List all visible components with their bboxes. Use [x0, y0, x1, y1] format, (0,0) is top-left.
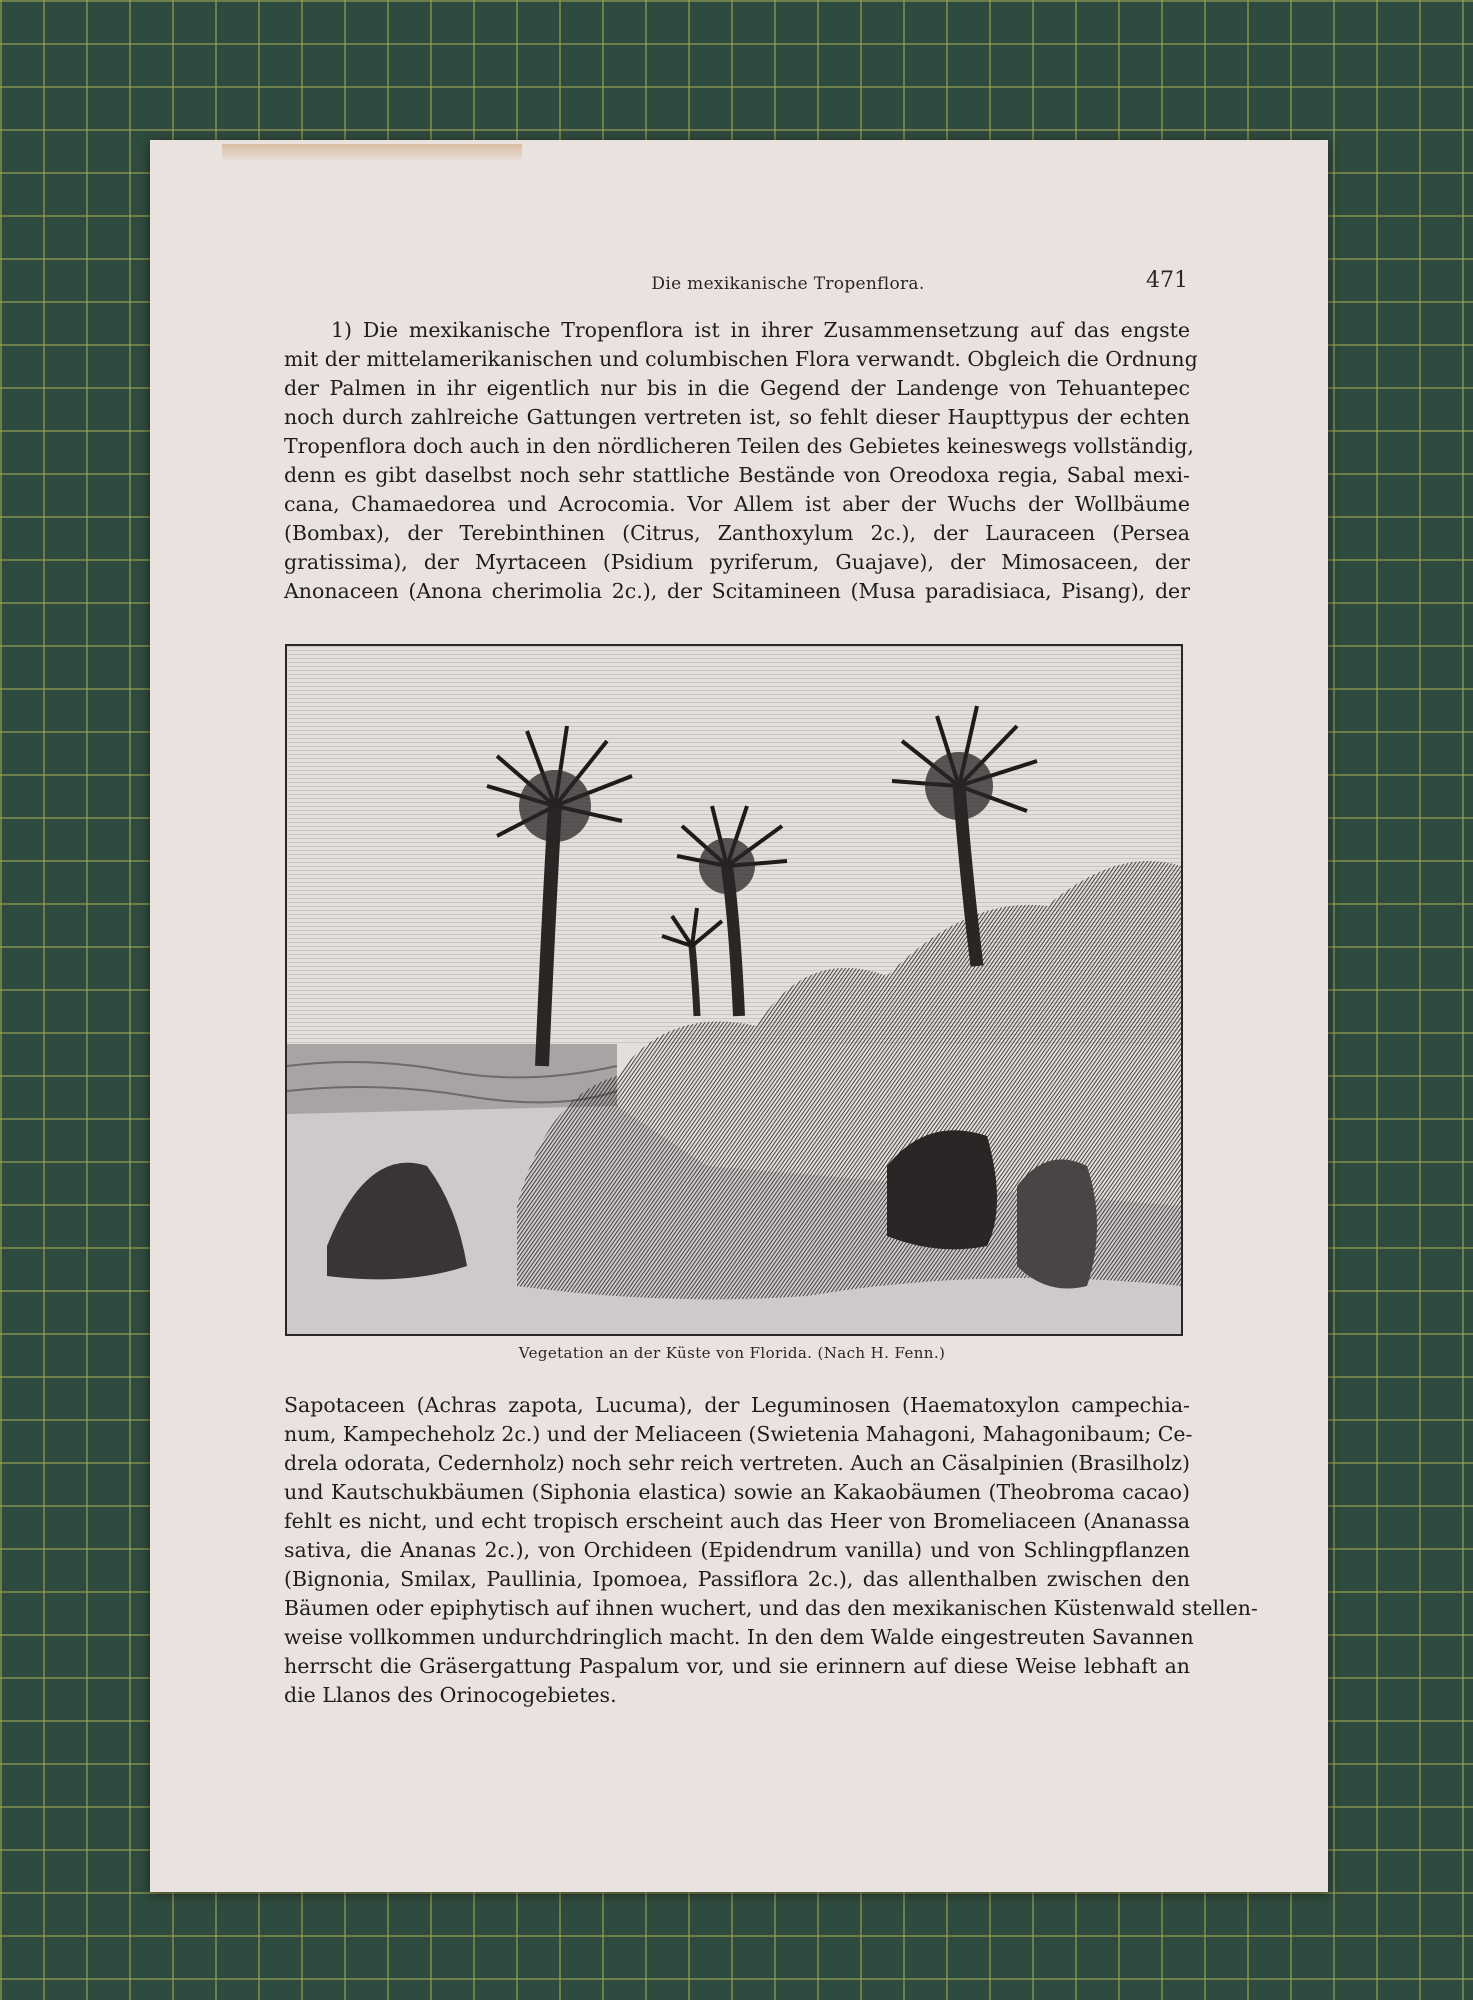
text-line: der Palmen in ihr eigentlich nur bis in die Gegend der Landenge von Tehuantepec: [284, 376, 1190, 400]
palm-coast-engraving: [287, 646, 1181, 1334]
page-number: 471: [1146, 268, 1188, 293]
paper-stain: [222, 144, 522, 162]
text-line: die Llanos des Orinocogebietes.: [284, 1683, 617, 1707]
text-line: noch durch zahlreiche Gattungen vertreten ist, so fehlt dieser Haupttypus der echten: [284, 405, 1190, 429]
paragraph-bottom: [284, 1391, 1258, 1710]
text-line: num, Kampecheholz 2c.) und der Meliaceen (Swietenia Mahagoni, Mahagonibaum; Ce-: [284, 1422, 1193, 1446]
text-line: 1) Die mexikanische Tropenflora ist in ihrer Zusammensetzung auf das engste: [331, 318, 1190, 342]
engraving-illustration: [285, 644, 1183, 1336]
text-line: (Bombax), der Terebinthinen (Citrus, Zanthoxylum 2c.), der Lauraceen (Persea: [284, 521, 1190, 545]
figure-caption: Vegetation an der Küste von Florida. (Nach H. Fenn.): [518, 1344, 946, 1362]
text-line: denn es gibt daselbst noch sehr stattliche Bestände von Oreodoxa regia, Sabal mexi-: [284, 463, 1190, 487]
text-line: cana, Chamaedorea und Acrocomia. Vor Allem ist aber der Wuchs der Wollbäume: [284, 492, 1190, 516]
running-title: Die mexikanische Tropenflora.: [651, 274, 925, 294]
text-line: mit der mittelamerikanischen und columbischen Flora verwandt. Obgleich die Ordnung: [284, 347, 1198, 371]
text-line: Bäumen oder epiphytisch auf ihnen wuchert, und das den mexikanischen Küstenwald stellen-: [284, 1596, 1258, 1620]
paragraph-top: [284, 316, 1198, 606]
text-line: Anonaceen (Anona cherimolia 2c.), der Scitamineen (Musa paradisiaca, Pisang), der: [284, 579, 1190, 603]
text-line: fehlt es nicht, und echt tropisch erscheint auch das Heer von Bromeliaceen (Ananassa: [284, 1509, 1190, 1533]
text-line: weise vollkommen undurchdringlich macht. In den dem Walde eingestreuten Savannen: [284, 1625, 1194, 1649]
text-line: Tropenflora doch auch in den nördlicheren Teilen des Gebietes keineswegs vollständig,: [284, 434, 1194, 458]
text-line: (Bignonia, Smilax, Paullinia, Ipomoea, Passiflora 2c.), das allenthalben zwischen den: [284, 1567, 1190, 1591]
text-line: gratissima), der Myrtaceen (Psidium pyriferum, Guajave), der Mimosaceen, der: [284, 550, 1190, 574]
text-line: drela odorata, Cedernholz) noch sehr reich vertreten. Auch an Cäsalpinien (Brasilholz): [284, 1451, 1190, 1475]
text-line: und Kautschukbäumen (Siphonia elastica) sowie an Kakaobäumen (Theobroma cacao): [284, 1480, 1190, 1504]
text-line: herrscht die Gräsergattung Paspalum vor, und sie erinnern auf diese Weise lebhaft an: [284, 1654, 1190, 1678]
text-line: sativa, die Ananas 2c.), von Orchideen (Epidendrum vanilla) und von Schlingpflanzen: [284, 1538, 1190, 1562]
text-line: Sapotaceen (Achras zapota, Lucuma), der Leguminosen (Haematoxylon campechia-: [284, 1393, 1190, 1417]
